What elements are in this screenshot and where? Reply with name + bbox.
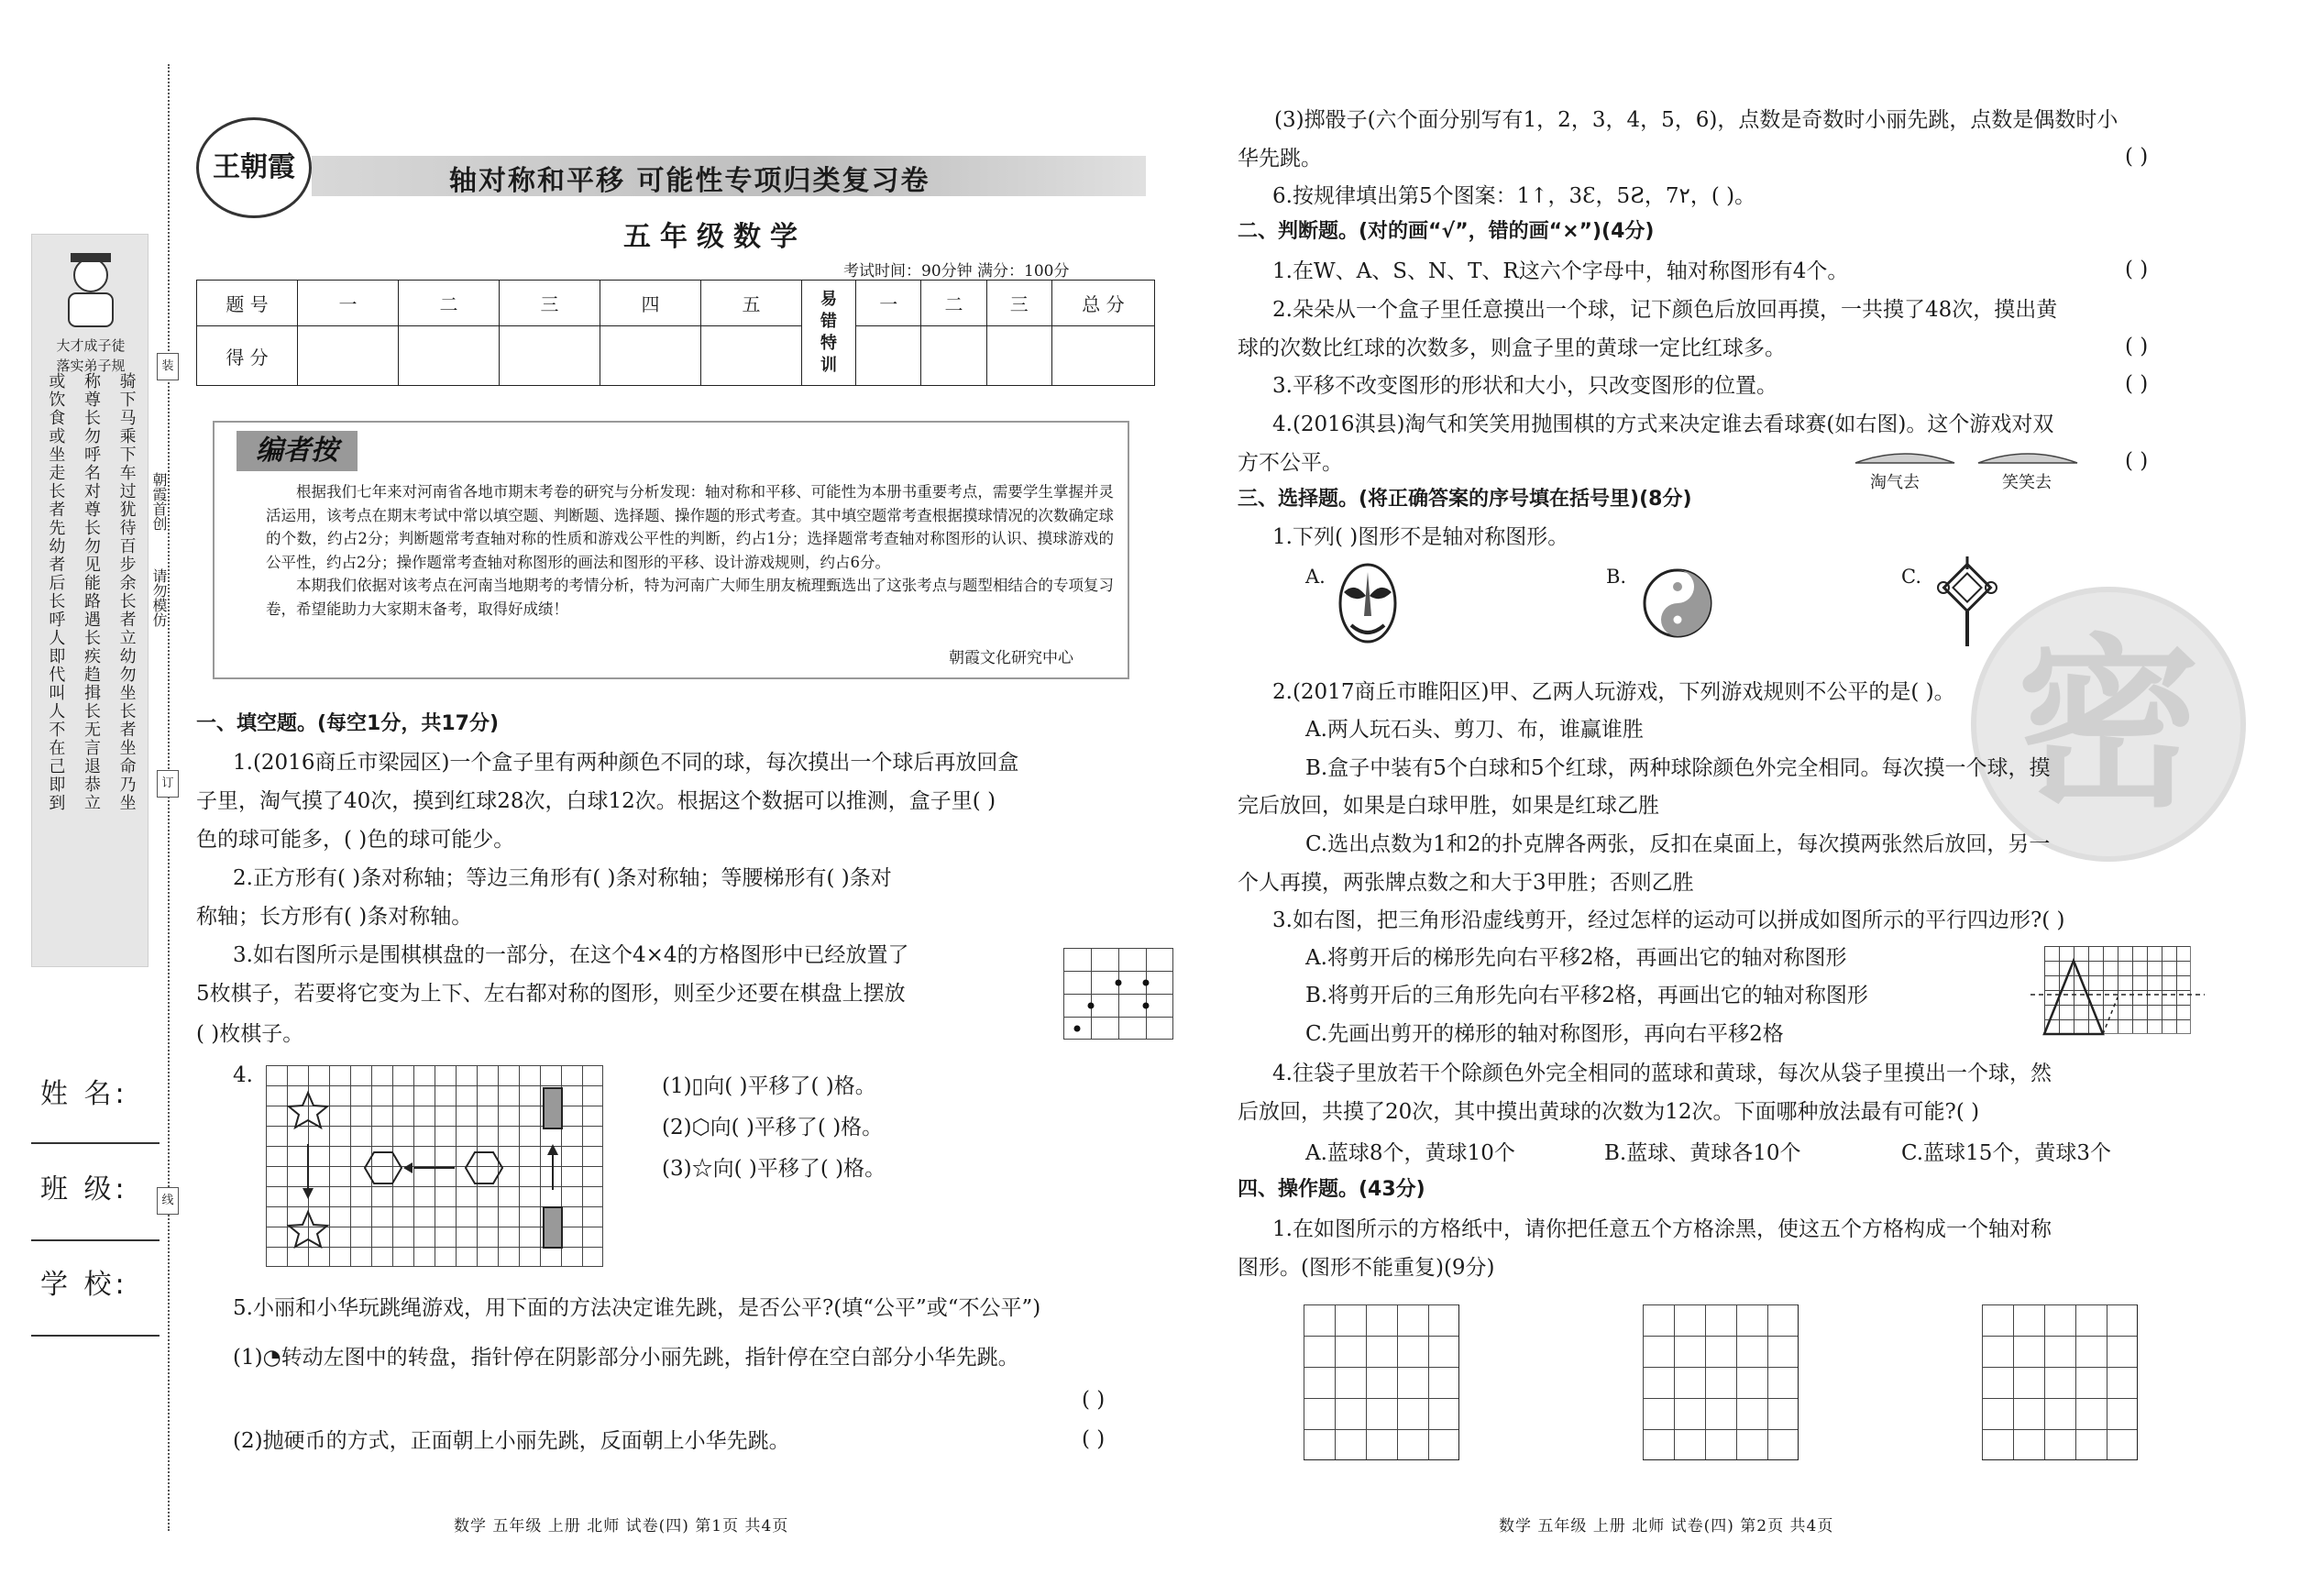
score-cell[interactable] <box>856 326 921 386</box>
choice-1-b: B. <box>1606 566 1627 588</box>
name-label: 姓 名: <box>40 1078 128 1110</box>
go-stones <box>1063 948 1173 1040</box>
q1-line-1: 1.(2016商丘市梁园区)一个盒子里有两种颜色不同的球，每次摸出一个球后再放回盒 <box>233 751 1019 775</box>
q5-sub-3-line-1: (3)掷骰子(六个面分别写有1，2，3，4，5，6)，点数是奇数时小丽先跳，点数是偶数时小 <box>1274 108 2118 132</box>
score-header-cell: 二 <box>399 281 500 326</box>
score-header-cell: 一 <box>298 281 399 326</box>
error-training-cell: 易错特训 <box>802 281 856 386</box>
answer-blank[interactable]: ( ) <box>2125 372 2149 396</box>
score-cell[interactable] <box>500 326 600 386</box>
score-header-cell: 一 <box>856 281 921 326</box>
editor-note-tag: 编者按 <box>237 431 358 471</box>
editor-para-1: 根据我们七年来对河南省各地市期末考卷的研究与分析发现：轴对称和平移、可能性为本册书重要考点，需要学生掌握并灵活运用，该考点在期末考试中常以填空题、判断题、选择题、操作题的形式考查。其中填空题常考查根据摸球情况的次数确定球的个数，约占2分；判断题常考查轴对称的性质和游戏公平性的判断，约占1分；选择题常考查轴对称图形的认识、摸球游戏的公平性，约占2分；操作题常考查轴对称图形的画法和图形的平移、设计游戏规则，约占6分。 <box>266 483 1114 571</box>
binding-box-3: 线 <box>157 1187 179 1215</box>
answer-blank[interactable]: ( ) <box>2125 335 2149 358</box>
operation-1-line-1: 1.在如图所示的方格纸中，请你把任意五个方格涂黑，使这五个方格构成一个轴对称 <box>1272 1217 2052 1241</box>
choice-4-line-2: 后放回，共摸了20次，其中摸出黄球的次数为12次。下面哪种放法最有可能?( ) <box>1238 1100 1980 1124</box>
score-cell[interactable] <box>298 326 399 386</box>
rules-sidebar <box>31 234 149 967</box>
score-cell[interactable] <box>600 326 701 386</box>
score-header-cell: 五 <box>701 281 802 326</box>
q6: 6.按规律填出第5个图案：1↑，3Ɛ，5Ƨ，7٢，( )。 <box>1272 184 1756 208</box>
judge-1: 1.在W、A、S、N、T、R这六个字母中，轴对称图形有4个。 <box>1272 259 1849 283</box>
operation-1-line-2: 图形。(图形不能重复)(9分) <box>1238 1256 1495 1280</box>
yin-yang-icon <box>1641 567 1714 640</box>
choice-3-a: A.将剪开后的梯形先向右平移2格，再画出它的轴对称图形 <box>1305 946 1847 970</box>
binding-line <box>168 64 170 1531</box>
q5-line-1: 5.小丽和小华玩跳绳游戏，用下面的方法决定谁先跳，是否公平?(填“公平”或“不公平”) <box>233 1296 1041 1320</box>
choice-1: 1.下列( )图形不是轴对称图形。 <box>1272 525 1569 549</box>
opera-mask-icon <box>1335 561 1401 649</box>
q1-line-3: 色的球可能多，( )色的球可能少。 <box>196 828 515 852</box>
choice-3: 3.如右图，把三角形沿虚线剪开，经过怎样的运动可以拼成如图所示的平行四边形?( ) <box>1272 908 2065 932</box>
q3-line-2: 5枚棋子，若要将它变为上下、左右都对称的图形，则至少还要在棋盘上摆放 <box>196 982 906 1006</box>
score-header-cell: 四 <box>600 281 701 326</box>
judge-4-line-1: 4.(2016淇县)淘气和笑笑用抛围棋的方式来决定谁去看球赛(如右图)。这个游戏对双 <box>1272 413 2054 436</box>
rule-column-1: 骑下马乘下车过犹待百步余长者立幼勿坐长者坐命乃坐 <box>116 372 137 812</box>
binding-box-2: 订 <box>157 770 179 798</box>
answer-blank[interactable]: ( ) <box>2125 258 2149 281</box>
q5-sub-3-line-2: 华先跳。 <box>1238 147 1322 171</box>
class-line[interactable] <box>31 1239 160 1241</box>
choice-2-b-line-2: 完后放回，如果是白球甲胜，如果是红球乙胜 <box>1238 794 1659 818</box>
binding-box-1: 装 <box>157 353 179 380</box>
q2-line-2: 称轴；长方形有( )条对称轴。 <box>196 905 473 929</box>
score-cell[interactable] <box>921 326 986 386</box>
choice-2-a: A.两人玩石头、剪刀、布，谁赢谁胜 <box>1305 718 1644 742</box>
grade-title: 五年级数学 <box>623 221 807 253</box>
choice-4-c: C.蓝球15个，黄球3个 <box>1901 1141 2111 1165</box>
binding-text-2: 请勿模仿 <box>150 568 168 627</box>
choice-2-b-line-1: B.盒子中装有5个白球和5个红球，两种球除颜色外完全相同。每次摸一个球，摸 <box>1305 756 2051 780</box>
exam-info: 考试时间：90分钟 满分：100分 <box>843 262 1070 281</box>
section-2-heading: 二、判断题。(对的画“√”，错的画“×”)(4分) <box>1238 220 1655 243</box>
rule-column-3: 或饮食或坐走长者先幼者后长呼人即代叫人不在己即到 <box>46 372 66 812</box>
choice-2-c-line-2: 个人再摸，两张牌点数之和大于3甲胜；否则乙胜 <box>1238 871 1694 895</box>
score-header-cell: 三 <box>986 281 1051 326</box>
watermark-stamp: 密 <box>1971 587 2246 862</box>
choice-1-c: C. <box>1901 566 1921 588</box>
score-cell[interactable] <box>701 326 802 386</box>
translation-shapes <box>266 1065 603 1267</box>
score-header-cell: 题 号 <box>197 281 298 326</box>
class-label: 班 级: <box>40 1173 128 1205</box>
score-cell[interactable] <box>1051 326 1154 386</box>
q3-line-1: 3.如右图所示是围棋棋盘的一部分，在这个4×4的方格图形中已经放置了 <box>233 943 909 967</box>
chinese-knot-icon <box>1932 555 2002 650</box>
choice-4-line-1: 4.往袋子里放若干个除颜色外完全相同的蓝球和黄球，每次从袋子里摸出一个球，然 <box>1272 1062 2052 1085</box>
section-3-heading: 三、选择题。(将正确答案的序号填在括号里)(8分) <box>1238 488 1692 511</box>
choice-4-b: B.蓝球、黄球各10个 <box>1604 1141 1801 1165</box>
name-line[interactable] <box>31 1142 160 1144</box>
q1-line-2: 子里，淘气摸了40次，摸到红球28次，白球12次。根据这个数据可以推测，盒子里( ) <box>196 789 996 813</box>
q3-line-3: ( )枚棋子。 <box>196 1022 304 1046</box>
choice-3-c: C.先画出剪开的梯形的轴对称图形，再向右平移2格 <box>1305 1022 1784 1046</box>
q2-line-1: 2.正方形有( )条对称轴；等边三角形有( )条对称轴；等腰梯形有( )条对 <box>233 866 892 890</box>
score-header-cell: 总 分 <box>1051 281 1154 326</box>
score-cell[interactable] <box>986 326 1051 386</box>
rule-column-2: 称尊长勿呼名对尊长勿见能路遇长疾趋揖长无言退恭立 <box>81 372 101 812</box>
section-1-heading: 一、填空题。(每空1分，共17分) <box>196 712 500 735</box>
answer-blank[interactable]: ( ) <box>2125 145 2149 169</box>
judge-2-line-2: 球的次数比红球的次数多，则盒子里的黄球一定比红球多。 <box>1238 336 1786 360</box>
choice-2: 2.(2017商丘市睢阳区)甲、乙两人玩游戏，下列游戏规则不公平的是( )。 <box>1272 680 1955 704</box>
score-row-label: 得 分 <box>197 326 298 386</box>
choice-4-a: A.蓝球8个，黄球10个 <box>1305 1141 1515 1165</box>
drawing-grid-1[interactable] <box>1304 1304 1459 1460</box>
school-label: 学 校: <box>40 1269 128 1301</box>
judge-2-line-1: 2.朵朵从一个盒子里任意摸出一个球，记下颜色后放回再摸，一共摸了48次，摸出黄 <box>1272 298 2058 322</box>
brand-logo: 王朝霞 <box>196 117 312 218</box>
section-4-heading: 四、操作题。(43分) <box>1238 1178 1425 1201</box>
editor-para-2: 本期我们依据对该考点在河南当地期考的考情分析，特为河南广大师生朋友梳理甄选出了这张考点与题型相结合的专项复习卷，希望能助力大家期末备考，取得好成绩！ <box>266 577 1114 618</box>
footer-left: 数学 五年级 上册 北师 试卷(四) 第1页 共4页 <box>454 1517 789 1535</box>
q4-sub-2: (2)⬡向( )平移了( )格。 <box>662 1116 884 1139</box>
binding-text-1: 朝霞首创 <box>150 472 168 531</box>
slogan-2: 落实弟子规 <box>56 358 126 374</box>
side-label-b: 笑笑去 <box>2002 473 2052 492</box>
slogan-1: 大才成子徒 <box>56 337 126 354</box>
answer-blank[interactable]: ( ) <box>2125 449 2149 473</box>
editor-signature: 朝霞文化研究中心 <box>949 649 1073 667</box>
choice-3-b: B.将剪开后的三角形先向右平移2格，再画出它的轴对称图形 <box>1305 984 1868 1007</box>
q5-sub-1: (1)◔转动左图中的转盘，指针停在阴影部分小丽先跳，指针停在空白部分小华先跳。 <box>233 1346 1019 1370</box>
drawing-grid-2[interactable] <box>1643 1304 1799 1460</box>
footer-right: 数学 五年级 上册 北师 试卷(四) 第2页 共4页 <box>1499 1517 1834 1535</box>
q4-sub-3: (3)☆向( )平移了( )格。 <box>662 1157 886 1181</box>
score-header-cell: 三 <box>500 281 600 326</box>
triangle-figure <box>2030 944 2205 1036</box>
judge-4-line-2: 方不公平。 <box>1238 451 1343 475</box>
drawing-grid-3[interactable] <box>1982 1304 2138 1460</box>
choice-2-c-line-1: C.选出点数为1和2的扑克牌各两张，反扣在桌面上，每次摸两张然后放回，另一 <box>1305 832 2051 856</box>
school-line[interactable] <box>31 1335 160 1337</box>
title-banner <box>312 156 1146 196</box>
scholar-figure-icon <box>56 248 126 330</box>
q4-sub-1: (1)▯向( )平移了( )格。 <box>662 1074 876 1098</box>
score-header-cell: 二 <box>921 281 986 326</box>
score-cell[interactable] <box>399 326 500 386</box>
judge-3: 3.平移不改变图形的形状和大小，只改变图形的位置。 <box>1272 374 1777 398</box>
side-label-a: 淘气去 <box>1870 473 1920 492</box>
choice-1-a: A. <box>1305 566 1326 588</box>
exam-title: 轴对称和平移 可能性专项归类复习卷 <box>449 165 930 197</box>
q4-number: 4. <box>233 1063 253 1087</box>
answer-blank[interactable]: ( ) <box>1082 1427 1106 1451</box>
q5-sub-2: (2)抛硬币的方式，正面朝上小丽先跳，反面朝上小华先跳。 <box>233 1429 790 1453</box>
go-piece-sides <box>1852 445 2081 470</box>
score-table <box>196 280 1155 386</box>
editor-note-text <box>266 480 1114 621</box>
answer-blank[interactable]: ( ) <box>1082 1388 1106 1412</box>
